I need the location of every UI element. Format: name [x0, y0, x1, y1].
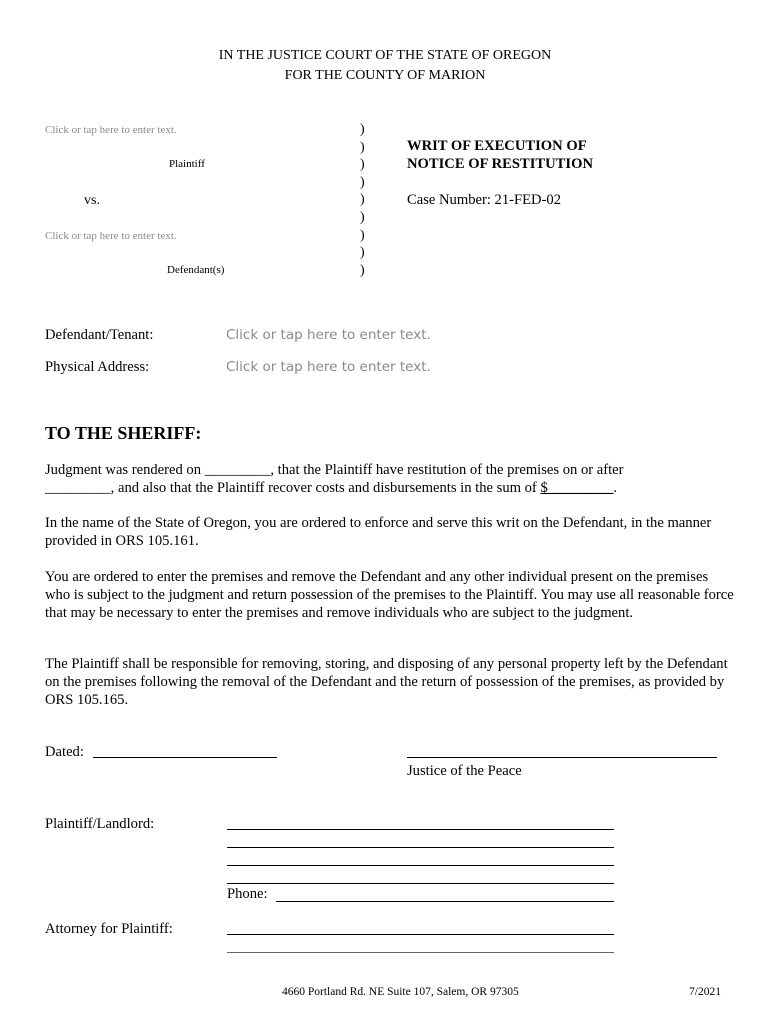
paren: ) [360, 157, 365, 173]
paren: ) [360, 262, 365, 278]
plaintiff-landlord-label: Plaintiff/Landlord: [45, 816, 155, 832]
judgment-text: Judgment was rendered on [45, 462, 205, 478]
court-county: FOR THE COUNTY OF MARION [284, 68, 486, 83]
plaintiff-line-4[interactable] [227, 883, 614, 884]
plaintiff-line-2[interactable] [227, 847, 614, 848]
justice-signature-line[interactable] [407, 757, 717, 758]
paren: ) [360, 139, 365, 155]
paren: ) [360, 227, 365, 243]
plaintiff-name-field[interactable]: Click or tap here to enter text. [45, 124, 177, 136]
judgment-text: , and also that the Plaintiff recover costs and disbursements in the sum of [110, 480, 541, 496]
paren: ) [360, 174, 365, 190]
costs-amount-blank[interactable]: $_________ [540, 480, 614, 496]
phone-label: Phone: [227, 886, 268, 902]
paren: ) [360, 192, 365, 208]
document-title-line2: NOTICE OF RESTITUTION [407, 156, 593, 172]
plaintiff-line-1[interactable] [227, 829, 614, 830]
justice-label: Justice of the Peace [407, 763, 522, 779]
address-label: Physical Address: [45, 359, 150, 375]
plaintiff-label: Plaintiff [169, 158, 205, 170]
defendant-name-field[interactable]: Click or tap here to enter text. [45, 230, 177, 242]
attorney-label: Attorney for Plaintiff: [45, 921, 173, 937]
court-name: IN THE JUSTICE COURT OF THE STATE OF OREGON [218, 48, 552, 63]
defendant-label: Defendant(s) [167, 264, 225, 276]
attorney-line-1[interactable] [227, 934, 614, 935]
dated-line[interactable] [93, 757, 277, 758]
tenant-input[interactable]: Click or tap here to enter text. [226, 327, 431, 343]
address-input[interactable]: Click or tap here to enter text. [226, 359, 431, 375]
remove-paragraph: You are ordered to enter the premises and remove the Defendant and any other individual present on the premises who is subject to the judgment and return possession of the premises to the Plaintiff. You may use all reasonable force that may be necessary to enter the premises and remove individuals who are subject to the judgment. [45, 569, 734, 621]
footer-address: 4660 Portland Rd. NE Suite 107, Salem, OR 97305 [282, 986, 519, 998]
dated-label: Dated: [45, 744, 84, 760]
judgment-text: , that the Plaintiff have restitution of the premises on or after [270, 462, 624, 478]
plaintiff-line-3[interactable] [227, 865, 614, 866]
versus-label: vs. [84, 193, 100, 208]
judgment-text: . [613, 480, 618, 496]
case-number: Case Number: 21-FED-02 [407, 192, 562, 208]
judgment-paragraph [45, 461, 735, 497]
restitution-date-blank[interactable]: _________ [45, 480, 111, 496]
tenant-label: Defendant/Tenant: [45, 327, 154, 343]
paren: ) [360, 245, 365, 261]
caption-divider [360, 121, 365, 279]
sheriff-heading: TO THE SHERIFF: [45, 423, 202, 443]
property-paragraph: The Plaintiff shall be responsible for removing, storing, and disposing of any personal property left by the Defendant on the premises following the removal of the Defendant and the return of possession of the premises, as provided by ORS 105.165. [45, 656, 728, 708]
paren: ) [360, 209, 365, 225]
form-version: 7/2021 [689, 986, 721, 998]
phone-line[interactable] [276, 901, 614, 902]
paren: ) [360, 122, 365, 137]
enforce-paragraph: In the name of the State of Oregon, you are ordered to enforce and serve this writ on the Defendant, in the manner provided in ORS 105.161. [45, 515, 712, 549]
judgment-date-blank[interactable]: _________ [204, 462, 271, 478]
attorney-line-2[interactable] [227, 952, 614, 953]
document-title-line1: WRIT OF EXECUTION OF [407, 138, 587, 154]
